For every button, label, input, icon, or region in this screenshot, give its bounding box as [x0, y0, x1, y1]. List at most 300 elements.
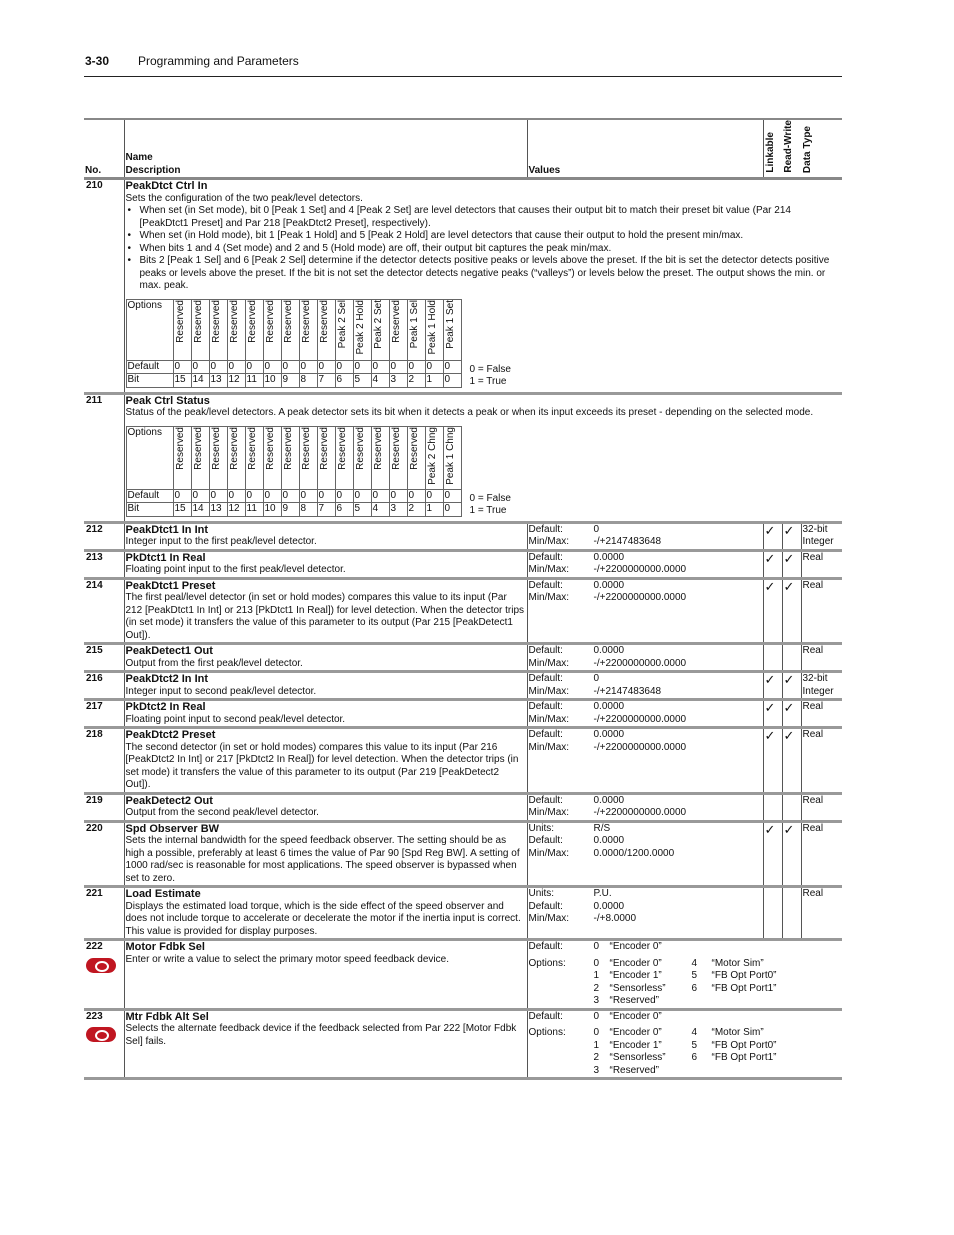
- bit-legend: [470, 493, 511, 517]
- option-name: “Motor Sim”: [711, 1027, 764, 1039]
- param-row-212: [84, 522, 842, 550]
- param-number: 211: [84, 393, 124, 522]
- header-data-type-cell: [801, 119, 842, 179]
- param-name: PeakDtct Ctrl In: [125, 180, 208, 193]
- param-values: [527, 550, 763, 578]
- check-icon: ✓: [764, 578, 776, 594]
- bullet-list: [126, 205, 842, 293]
- linkable-cell: [763, 522, 782, 550]
- option-name: “FB Opt Port0”: [711, 970, 777, 982]
- bit-option-cell: [299, 426, 317, 489]
- bit-option-cell: [263, 299, 281, 360]
- option-number: 3: [593, 1064, 600, 1076]
- value-label: Default:: [528, 645, 563, 657]
- bit-default-value: 0: [209, 489, 227, 503]
- bit-default-value: 0: [263, 489, 281, 503]
- bit-number: 5: [353, 503, 371, 517]
- bit-option-cell: [389, 426, 407, 489]
- values-grid: [529, 729, 762, 754]
- values-grid: [529, 524, 762, 549]
- bit-option-name: Reserved: [372, 426, 384, 470]
- bit-option-name: Reserved: [282, 299, 294, 343]
- legend-true: 1 = True: [469, 375, 507, 387]
- option-number: 6: [691, 1052, 698, 1064]
- read-write-cell: [782, 821, 801, 887]
- param-values: [527, 821, 763, 887]
- option-name: “Encoder 1”: [609, 1039, 662, 1051]
- enum-options-grid: [529, 941, 842, 1008]
- value-label: Min/Max:: [528, 713, 570, 725]
- value-text: -/+8.0000: [593, 913, 637, 925]
- bit-option-cell: [299, 299, 317, 360]
- param-cell: [124, 1009, 527, 1079]
- value-label: Default:: [528, 941, 563, 953]
- value-label: Default:: [528, 673, 563, 685]
- spacer: [712, 1011, 842, 1024]
- bit-number: 8: [299, 503, 317, 517]
- param-cell: [124, 700, 527, 728]
- param-row-223: [84, 1009, 842, 1079]
- param-values: [527, 644, 763, 672]
- bullet-text: Bits 2 [Peak 1 Sel] and 6 [Peak 2 Sel] determine if the detector detects positive peaks or levels above the preset. If the bit is set the detector detects positive peaks or levels above the preset. If the bit is not set the detector detects negative peaks (“valleys”) or levels below the preset. The output shows the min. or max. peak.: [139, 255, 830, 292]
- param-values: [527, 1009, 842, 1079]
- header-read-write-cell: [782, 119, 801, 179]
- bit-default-row: [126, 360, 461, 374]
- param-description: Sets the configuration of the two peak/level detectors.: [125, 192, 363, 204]
- option-name: [712, 1065, 842, 1078]
- param-row-214: [84, 578, 842, 644]
- bit-option-name: Peak 1 Hold: [426, 299, 438, 355]
- param-values: [527, 728, 763, 794]
- param-name: PkDtct2 In Real: [125, 701, 206, 714]
- value-text: 0.0000: [593, 835, 625, 847]
- option-number: [692, 1065, 712, 1078]
- param-name: Load Estimate: [125, 888, 201, 901]
- param-number: 215: [84, 644, 124, 672]
- spacer: [529, 995, 594, 1008]
- value-text: 0.0000/1200.0000: [593, 847, 675, 859]
- bit-option-cell: [281, 299, 299, 360]
- bit-default-value: 0: [245, 360, 263, 374]
- bit-options-row: [126, 299, 461, 360]
- check-icon: ✓: [783, 700, 795, 716]
- param-cell: [124, 522, 527, 550]
- param-name: PeakDetect1 Out: [125, 645, 213, 658]
- param-name: PeakDtct2 In Int: [125, 673, 209, 686]
- linkable-cell: [763, 644, 782, 672]
- bit-option-cell: [353, 299, 371, 360]
- bit-number: 10: [263, 503, 281, 517]
- bit-option-name: Peak 2 Chng: [426, 426, 438, 485]
- bullet-text: When set (in Set mode), bit 0 [Peak 1 Set] and 4 [Peak 2 Set] are level detectors that causes their output bit to match their preset bit value (Par 214 [PeakDtct1 Preset] and Par 218 [PeakDtct2 Preset], respectively).: [139, 205, 791, 229]
- bit-option-name: Reserved: [300, 299, 312, 343]
- bit-table: [126, 426, 462, 517]
- data-type: Real: [801, 793, 842, 821]
- bit-label-bit: Bit: [126, 503, 173, 517]
- header-values: Values: [527, 119, 763, 179]
- param-values: [527, 887, 763, 940]
- value-label: Default:: [528, 579, 563, 591]
- option-name: “FB Opt Port0”: [711, 1039, 777, 1051]
- value-label: Units:: [528, 822, 555, 834]
- param-row-219: [84, 793, 842, 821]
- bit-label-default: Default: [126, 489, 173, 503]
- bit-number: 14: [191, 503, 209, 517]
- bit-option-cell: [209, 426, 227, 489]
- option-number: 4: [691, 957, 698, 969]
- bit-default-value: 0: [209, 360, 227, 374]
- bit-default-value: 0: [371, 360, 389, 374]
- bit-option-cell: [407, 299, 425, 360]
- data-type: 32-bit Integer: [801, 672, 842, 700]
- bit-number: 8: [299, 374, 317, 388]
- header-read-write: Read-Write: [783, 120, 794, 173]
- param-description: Enter or write a value to select the primary motor speed feedback device.: [125, 953, 449, 965]
- bit-number: 4: [371, 374, 389, 388]
- value-text: -/+2147483648: [593, 536, 662, 548]
- bit-option-name: Peak 2 Hold: [354, 299, 366, 355]
- value-text: -/+2147483648: [593, 685, 662, 697]
- bit-option-name: Reserved: [390, 299, 402, 343]
- bit-number: 2: [407, 374, 425, 388]
- option-name: “Sensorless”: [609, 1052, 666, 1064]
- value-label: Units:: [528, 888, 555, 900]
- param-row-218: [84, 728, 842, 794]
- default-number: 0: [593, 941, 600, 953]
- bit-option-name: Reserved: [210, 299, 222, 343]
- enum-options-grid: [529, 1011, 842, 1078]
- read-write-cell: [782, 644, 801, 672]
- spacer: [529, 1052, 594, 1065]
- param-values: [527, 793, 763, 821]
- bit-number: 6: [335, 374, 353, 388]
- bit-default-value: 0: [443, 489, 461, 503]
- param-values: [527, 700, 763, 728]
- bit-option-cell: [443, 299, 461, 360]
- linkable-cell: [763, 578, 782, 644]
- param-name: PkDtct1 In Real: [125, 551, 206, 564]
- param-description: Floating point input to second peak/level detector.: [125, 713, 346, 725]
- data-type: Real: [801, 728, 842, 794]
- param-values: [527, 578, 763, 644]
- bit-number-row: [126, 374, 461, 388]
- bit-option-name: Reserved: [192, 299, 204, 343]
- param-row-215: [84, 644, 842, 672]
- default-value: “Encoder 0”: [609, 941, 662, 953]
- option-number: 5: [691, 1039, 698, 1051]
- bit-number: 7: [317, 503, 335, 517]
- param-number: 210: [84, 179, 124, 394]
- bit-option-name: Reserved: [336, 426, 348, 470]
- bit-option-name: Peak 1 Chng: [444, 426, 456, 485]
- option-name: [712, 995, 842, 1008]
- option-name: “Encoder 1”: [609, 970, 662, 982]
- bullet-dot: •: [127, 255, 132, 267]
- bit-default-value: 0: [263, 360, 281, 374]
- bit-default-value: 0: [335, 360, 353, 374]
- value-text: 0: [593, 523, 600, 535]
- param-cell: [124, 578, 527, 644]
- bit-option-cell: [173, 426, 191, 489]
- bit-default-value: 0: [191, 489, 209, 503]
- option-number: 2: [593, 1052, 600, 1064]
- bit-option-cell: [371, 299, 389, 360]
- bit-option-cell: [443, 426, 461, 489]
- bit-number: 11: [245, 374, 263, 388]
- param-description: Floating point input to the first peak/level detector.: [125, 564, 346, 576]
- bit-option-cell: [335, 299, 353, 360]
- bullet-item: [126, 255, 842, 293]
- option-number: 5: [691, 970, 698, 982]
- param-name: PeakDtct1 Preset: [125, 579, 216, 592]
- bit-legend: [470, 364, 511, 388]
- bit-number: 13: [209, 503, 227, 517]
- option-number: 0: [593, 1027, 600, 1039]
- param-row-210: [84, 179, 842, 394]
- data-type: Real: [801, 887, 842, 940]
- bit-number: 4: [371, 503, 389, 517]
- option-number: [692, 995, 712, 1008]
- value-text: -/+2200000000.0000: [593, 713, 687, 725]
- bit-default-value: 0: [173, 360, 191, 374]
- bit-option-cell: [317, 299, 335, 360]
- bit-option-name: Reserved: [264, 299, 276, 343]
- default-value: “Encoder 0”: [609, 1010, 662, 1022]
- value-label: Default:: [528, 701, 563, 713]
- value-text: -/+2200000000.0000: [593, 657, 687, 669]
- param-number: 223: [86, 1010, 103, 1022]
- check-icon: ✓: [764, 700, 776, 716]
- bit-option-name: Reserved: [228, 299, 240, 343]
- bit-option-name: Reserved: [408, 426, 420, 470]
- value-label: Options:: [528, 957, 566, 969]
- bit-option-cell: [335, 426, 353, 489]
- param-name: PeakDtct1 In Int: [125, 523, 209, 536]
- bit-table-wrap: [126, 293, 842, 392]
- value-label: Default:: [528, 835, 563, 847]
- value-label: Options:: [528, 1027, 566, 1039]
- bit-default-value: 0: [299, 360, 317, 374]
- values-grid: [529, 580, 762, 605]
- header-no: No.: [84, 119, 124, 179]
- param-row-220: [84, 821, 842, 887]
- option-number: 1: [593, 970, 600, 982]
- bit-option-cell: [389, 299, 407, 360]
- bullet-item: [126, 243, 842, 256]
- legend-true: 1 = True: [469, 504, 507, 516]
- spacer: [692, 941, 712, 954]
- bit-number: 1: [425, 374, 443, 388]
- parameter-table: [84, 118, 842, 1080]
- param-values: [527, 672, 763, 700]
- bit-option-name: Peak 1 Sel: [408, 299, 420, 348]
- legend-false: 0 = False: [469, 363, 511, 375]
- param-cell: [124, 887, 527, 940]
- param-description: The first peal/level detector (in set or hold modes) compares this value to its input (Par 212 [PeakDtct1 In Int] or 213 [PkDtct1 In Real]) for level detection. When the detector trips (in set mode) it transfers the value of this parameter to its output (Par 215 [PeakDetect1 Out]).: [125, 592, 525, 641]
- bit-option-name: Peak 2 Sel: [336, 299, 348, 348]
- linkable-cell: [763, 793, 782, 821]
- bullet-text: When bits 1 and 4 (Set mode) and 2 and 5 (Hold mode) are off, their output bit captures the peak min/max.: [139, 242, 612, 254]
- header-linkable-cell: [763, 119, 782, 179]
- check-icon: ✓: [783, 522, 795, 538]
- param-name: Spd Observer BW: [125, 822, 220, 835]
- param-name: Motor Fdbk Sel: [125, 941, 205, 954]
- param-row-217: [84, 700, 842, 728]
- read-write-cell: [782, 728, 801, 794]
- values-grid: [529, 823, 762, 861]
- bit-number: 15: [173, 374, 191, 388]
- value-label: Min/Max:: [528, 847, 570, 859]
- option-name: “FB Opt Port1”: [711, 1052, 777, 1064]
- header-name-description: [124, 119, 527, 179]
- param-cell: [124, 672, 527, 700]
- bit-default-value: 0: [227, 489, 245, 503]
- spacer: [529, 970, 594, 983]
- page-number: 3-30: [85, 54, 110, 68]
- section-title: Programming and Parameters: [138, 54, 299, 68]
- bit-number-row: [126, 503, 461, 517]
- value-label: Default:: [528, 900, 563, 912]
- value-text: -/+2200000000.0000: [593, 592, 687, 604]
- value-text: P.U.: [593, 888, 612, 900]
- linkable-cell: [763, 672, 782, 700]
- bit-option-cell: [245, 426, 263, 489]
- param-cell: [124, 821, 527, 887]
- param-cell: [124, 644, 527, 672]
- option-number: 4: [691, 1027, 698, 1039]
- header-data-type: Data Type: [802, 125, 813, 173]
- value-text: R/S: [593, 822, 611, 834]
- bit-default-value: 0: [245, 489, 263, 503]
- bit-number: 6: [335, 503, 353, 517]
- linkable-cell: [763, 700, 782, 728]
- bit-option-name: Reserved: [354, 426, 366, 470]
- param-description: Output from the first peak/level detector.: [125, 657, 303, 669]
- param-name: Mtr Fdbk Alt Sel: [125, 1010, 209, 1023]
- option-name: “Encoder 0”: [609, 1027, 662, 1039]
- linkable-cell: [763, 821, 782, 887]
- check-icon: ✓: [764, 672, 776, 688]
- bit-number: 12: [227, 503, 245, 517]
- bit-default-value: 0: [389, 360, 407, 374]
- bit-default-value: 0: [335, 489, 353, 503]
- bullet-dot: •: [127, 205, 132, 217]
- linkable-cell: [763, 887, 782, 940]
- bit-option-name: Reserved: [174, 299, 186, 343]
- bit-option-name: Reserved: [228, 426, 240, 470]
- bit-option-cell: [425, 426, 443, 489]
- option-name: “Encoder 0”: [609, 957, 662, 969]
- bit-number: 13: [209, 374, 227, 388]
- bit-number: 15: [173, 503, 191, 517]
- bit-default-value: 0: [425, 360, 443, 374]
- bit-default-value: 0: [353, 489, 371, 503]
- param-description: Integer input to second peak/level detector.: [125, 685, 317, 697]
- value-text: -/+2200000000.0000: [593, 564, 687, 576]
- bit-option-name: Reserved: [174, 426, 186, 470]
- bullet-dot: •: [127, 230, 132, 242]
- value-text: -/+2200000000.0000: [593, 807, 687, 819]
- option-name: “Motor Sim”: [711, 957, 764, 969]
- header-rule: [84, 76, 842, 77]
- bit-default-value: 0: [317, 360, 335, 374]
- bit-option-cell: [317, 426, 335, 489]
- bit-option-cell: [263, 426, 281, 489]
- bit-option-name: Reserved: [192, 426, 204, 470]
- spacer: [529, 983, 594, 996]
- param-cell: [124, 179, 842, 394]
- bit-table: [126, 299, 462, 388]
- option-name: “FB Opt Port1”: [711, 982, 777, 994]
- param-name: PeakDetect2 Out: [125, 794, 213, 807]
- param-row-213: [84, 550, 842, 578]
- param-number: 212: [84, 522, 124, 550]
- bit-option-cell: [281, 426, 299, 489]
- bit-option-cell: [209, 299, 227, 360]
- check-icon: ✓: [783, 672, 795, 688]
- bit-option-cell: [227, 426, 245, 489]
- param-row-222: [84, 940, 842, 1010]
- bit-number: 0: [443, 374, 461, 388]
- param-number-cell: [84, 940, 124, 1010]
- data-type: 32-bit Integer: [801, 522, 842, 550]
- check-icon: ✓: [764, 821, 776, 837]
- param-description: Status of the peak/level detectors. A peak detector sets its bit when it detects a peak or when its input exceeds its preset - depending on the selected mode.: [125, 407, 814, 419]
- bit-default-value: 0: [425, 489, 443, 503]
- bit-default-value: 0: [407, 489, 425, 503]
- data-type: Real: [801, 821, 842, 887]
- check-icon: ✓: [764, 550, 776, 566]
- value-text: 0.0000: [593, 701, 625, 713]
- data-type: Real: [801, 550, 842, 578]
- legend-false: 0 = False: [469, 492, 511, 504]
- check-icon: ✓: [764, 522, 776, 538]
- read-write-cell: [782, 522, 801, 550]
- bit-number: 10: [263, 374, 281, 388]
- stop-drive-icon: [86, 958, 116, 973]
- spacer: [529, 1040, 594, 1053]
- bit-option-cell: [353, 426, 371, 489]
- bit-default-value: 0: [317, 489, 335, 503]
- read-write-cell: [782, 793, 801, 821]
- bit-number: 12: [227, 374, 245, 388]
- bit-option-name: Reserved: [300, 426, 312, 470]
- value-label: Min/Max:: [528, 536, 570, 548]
- read-write-cell: [782, 550, 801, 578]
- header-name: Name: [125, 152, 153, 164]
- param-values: [527, 940, 842, 1010]
- param-cell: [124, 728, 527, 794]
- bit-option-cell: [191, 299, 209, 360]
- bit-default-value: 0: [299, 489, 317, 503]
- param-number: 214: [84, 578, 124, 644]
- bit-number: 14: [191, 374, 209, 388]
- option-number: 2: [593, 982, 600, 994]
- bullet-dot: •: [127, 242, 132, 254]
- spacer: [712, 941, 842, 954]
- bit-number: 3: [389, 374, 407, 388]
- value-label: Min/Max:: [528, 807, 570, 819]
- value-label: Default:: [528, 729, 563, 741]
- bit-table-wrap: [126, 420, 842, 521]
- bit-option-name: Reserved: [246, 426, 258, 470]
- param-cell: [124, 940, 527, 1010]
- bit-default-value: 0: [281, 489, 299, 503]
- bit-option-cell: [173, 299, 191, 360]
- linkable-cell: [763, 728, 782, 794]
- param-values: [527, 522, 763, 550]
- bit-number: 9: [281, 503, 299, 517]
